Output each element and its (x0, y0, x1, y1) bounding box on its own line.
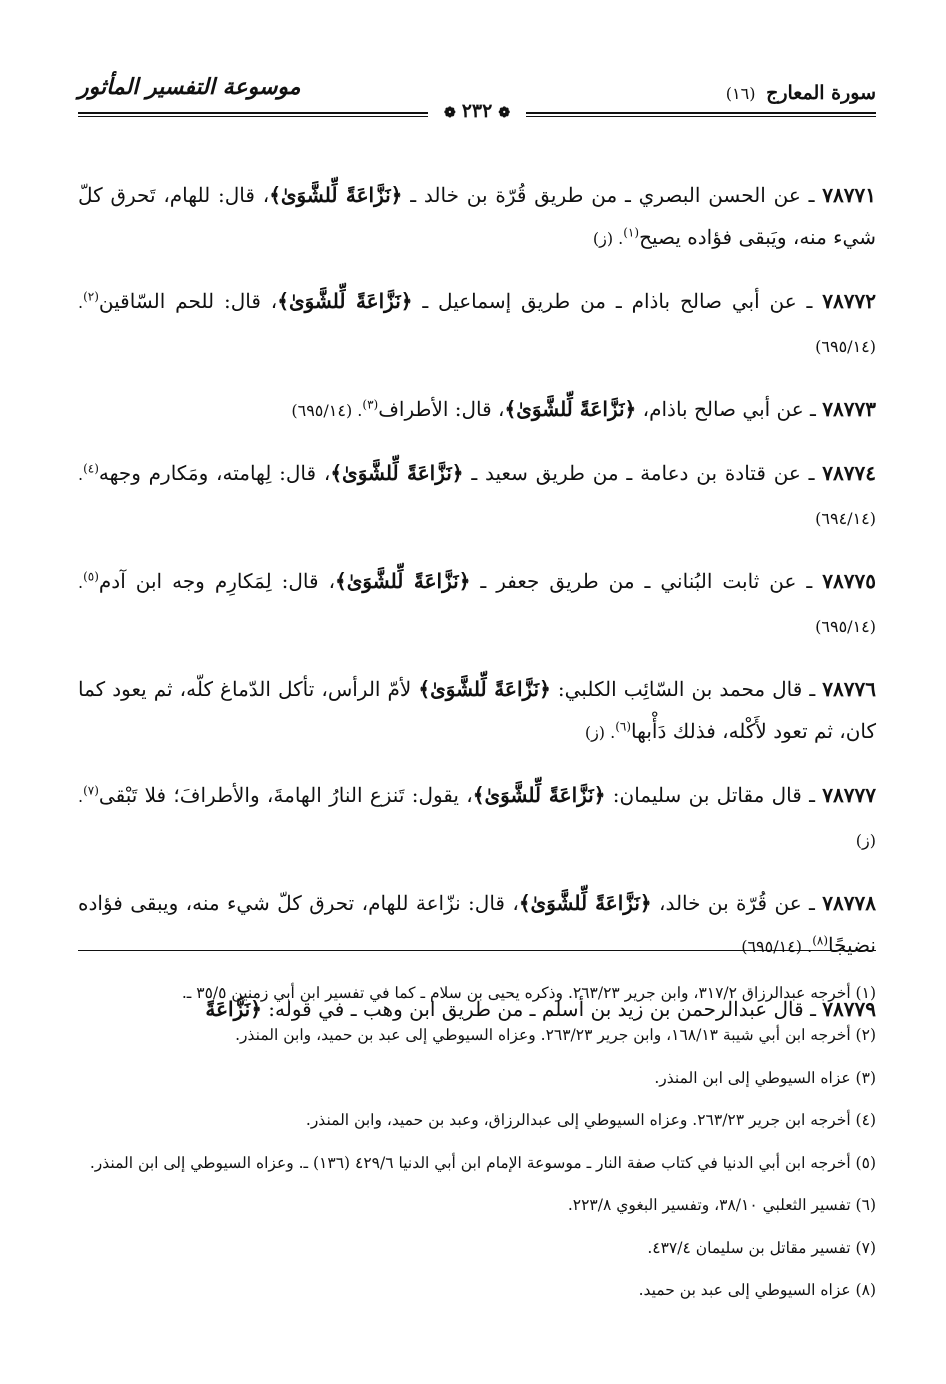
entry-text: لأمّ الرأس، تأكل الدّماغ كلّه، ثم يعود كما كان، ثم تعود لأَكْله، فذلك دَأْبها (78, 677, 876, 743)
entry (78, 174, 876, 260)
running-header (78, 68, 876, 124)
footnote-separator (78, 950, 876, 951)
entry-number: ٧٨٧٧٤ (822, 461, 877, 485)
footnote-ref[interactable]: (١) (623, 225, 640, 240)
footnote-ref[interactable]: (٢) (83, 289, 99, 304)
book-page (78, 68, 876, 1368)
entry-number: ٧٨٧٧٢ (822, 289, 876, 313)
footnote-ref[interactable]: (٤) (83, 461, 99, 476)
entry-number: ٧٨٧٧٦ (822, 677, 876, 701)
page-number-wrap (78, 100, 876, 122)
entry-text: ، قال: للهام، تَحرق كلّ شيء منه، ويَبقى فؤاده يصيح (78, 183, 876, 249)
entry-number: ٧٨٧٧٧ (822, 783, 876, 807)
entry (78, 882, 876, 968)
page-number (428, 100, 526, 122)
ornament-icon: ❁ (498, 105, 511, 121)
footnote-ref[interactable]: (٣) (362, 397, 379, 412)
footnotes (78, 964, 876, 1308)
entry (78, 668, 876, 754)
footnote-ref[interactable]: (٥) (83, 569, 99, 584)
entry (78, 774, 876, 862)
entry (78, 452, 876, 540)
quran-quote: ﴿نَزَّاعَةً لِّلشَّوَىٰ﴾ (330, 461, 464, 485)
entry-text: ـ قال مقاتل بن سليمان: (605, 783, 823, 807)
entry-ref: . (٦٩٥/١٤) (78, 293, 876, 356)
entry-text: ـ عن قُرّة بن خالد، (651, 891, 823, 915)
entry-text: ـ عن قتادة بن دعامة ـ من طريق سعيد ـ (463, 461, 823, 485)
entry-number: ٧٨٧٧٣ (822, 397, 876, 421)
footnote-ref[interactable]: (٨) (812, 933, 829, 948)
entry-number: ٧٨٧٧١ (822, 183, 876, 207)
entry-number: ٧٨٧٧٨ (822, 891, 876, 915)
entry-ref: . (ز) (78, 787, 876, 850)
entry-number: ٧٨٧٧٥ (822, 569, 876, 593)
entry-ref: . (٦٩٤/١٤) (78, 465, 876, 528)
footnote: (١) أخرجه عبدالرزاق ٣١٧/٢، وابن جرير ٢٦٣/٢٣. وذكره يحيى بن سلام ـ كما في تفسير ابن أبي زمنين ٣٥/٥ ـ. (181, 983, 876, 1002)
entry-number: ٧٨٧٧٩ (822, 997, 876, 1021)
entry-text: ، قال: للحم السّاقين (98, 289, 278, 313)
footnote: (٤) أخرجه ابن جرير ٢٦٣/٢٣. وعزاه السيوطي إلى عبدالرزاق، وعبد بن حميد، وابن المنذر. (305, 1111, 876, 1129)
entry (78, 388, 876, 432)
quran-quote: ﴿نَزَّاعَةً لِّلشَّوَىٰ﴾ (504, 397, 637, 421)
entry-text: ، قال: الأطراف (378, 397, 505, 421)
entry-text: ـ عن أبي صالح باذام ـ من طريق إسماعيل ـ (412, 289, 823, 313)
surah-name: سورة المعارج (766, 82, 876, 104)
entry-text: ـ عن أبي صالح باذام، (636, 397, 823, 421)
quran-quote: ﴿نَزَّاعَةً لِّلشَّوَىٰ﴾ (418, 677, 551, 701)
entry-ref: . (ز) (592, 229, 624, 248)
entry-text: ـ قال عبدالرحمن بن زيد بن أسلم ـ من طريق ابن وهب ـ في قوله: (261, 997, 823, 1021)
footnote: (٧) تفسير مقاتل بن سليمان ٤٣٧/٤. (647, 1238, 876, 1257)
entry-ref: . (٦٩٥/١٤) (741, 937, 813, 956)
quran-quote: ﴿نَزَّاعَةً لِّلشَّوَىٰ﴾ (277, 289, 413, 313)
ornament-icon: ❁ (443, 105, 456, 121)
entry-text: ، يقول: تَنزع النارُ الهامةَ، والأطرافَ؛ فلا تَبْقى (98, 783, 473, 807)
entry (78, 280, 876, 368)
page-number-value: ٢٣٢ (461, 100, 493, 122)
footnote: (٦) تفسير الثعلبي ٣٨/١٠، وتفسير البغوي ٢٢٣/٨. (567, 1196, 876, 1214)
entry-ref: . (٦٩٥/١٤) (291, 401, 363, 420)
footnote: (٨) عزاه السيوطي إلى عبد بن حميد. (638, 1281, 876, 1299)
entry-text: ، قال: نزّاعة للهام، تحرق كلّ شيء منه، ويبقى فؤاده نضيجًا (78, 891, 876, 957)
footnote-ref[interactable]: (٦) (615, 719, 632, 734)
entry-ref: . (٦٩٥/١٤) (78, 573, 876, 636)
entry-text: ـ قال محمد بن السّائِب الكلبي: (550, 677, 823, 701)
entry-text: ـ عن ثابت البُناني ـ من طريق جعفر ـ (470, 569, 823, 593)
footnote: (٣) عزاه السيوطي إلى ابن المنذر. (654, 1068, 876, 1087)
entries-list (78, 154, 876, 1037)
quran-quote: ﴿نَزَّاعَةً لِّلشَّوَىٰ﴾ (518, 891, 652, 915)
quran-quote: ﴿نَزَّاعَةً لِّلشَّوَىٰ﴾ (335, 569, 471, 593)
quran-quote: ﴿نَزَّاعَةً لِّلشَّوَىٰ﴾ (269, 183, 403, 207)
footnote: (٢) أخرجه ابن أبي شيبة ١٦٨/١٣، وابن جرير ٢٦٣/٢٣. وعزاه السيوطي إلى عبد بن حميد، وابن المنذر. (235, 1026, 876, 1044)
quran-quote: ﴿نَزَّاعَةً (205, 997, 262, 1021)
entry-ref: . (ز) (584, 723, 616, 742)
entry-text: ، قال: لِهامته، ومَكارم وجهه (98, 461, 331, 485)
footnote-ref[interactable]: (٧) (83, 783, 99, 798)
entry (78, 560, 876, 648)
encyclopedia-title: موسوعة التفسير المأثور (78, 74, 301, 100)
entry-text: ، قال: لِمَكارِم وجه ابن آدم (98, 569, 336, 593)
footnote: (٥) أخرجه ابن أبي الدنيا في كتاب صفة النار ـ موسوعة الإمام ابن أبي الدنيا ٤٢٩/٦ (١٣٦) ـ. وعزاه السيوطي إلى ابن المنذر. (89, 1153, 876, 1172)
quran-quote: ﴿نَزَّاعَةً لِّلشَّوَىٰ﴾ (472, 783, 606, 807)
entry-text: ـ عن الحسن البصري ـ من طريق قُرّة بن خالد ـ (402, 183, 823, 207)
surah-number: (١٦) (725, 84, 756, 103)
